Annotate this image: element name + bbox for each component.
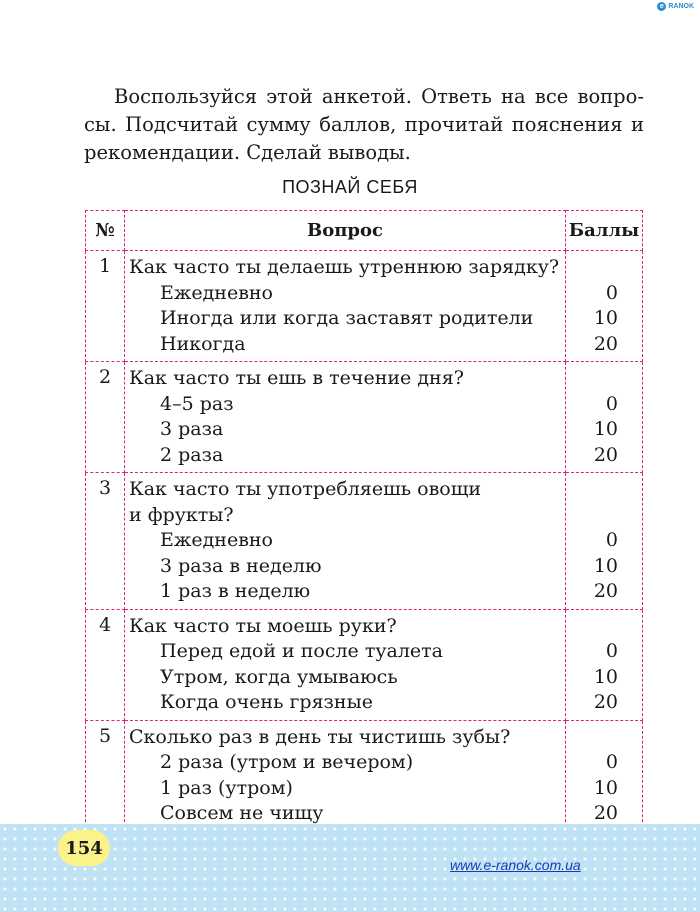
answer-option: 2 раза: [160, 443, 224, 466]
answer-points: 0: [605, 392, 618, 415]
question-row: [86, 609, 643, 720]
intro-text: Воспользуйся этой анкетой. Ответь на все вопро- сы. Подсчитай сумму баллов, прочитай пояснения и рекомендации. Сделай выводы.: [84, 85, 644, 164]
publisher-logo: [657, 2, 694, 11]
answer-option: Когда очень грязные: [160, 691, 373, 713]
question-cell: [125, 609, 566, 720]
answer-points: 20: [593, 332, 618, 355]
points-spacer: [570, 725, 618, 751]
answer-option: 4–5 раз: [160, 392, 234, 415]
table-title: ПОЗНАЙ СЕБЯ: [282, 177, 418, 197]
answer-option: Ежедневно: [160, 281, 273, 304]
logo-e-icon: e: [657, 2, 666, 11]
answer-option: 1 раз (утром): [160, 776, 293, 799]
answer-option: Иногда или когда заставят родители: [160, 307, 534, 329]
answer-option: Никогда: [160, 332, 246, 355]
logo-text: RANOK: [668, 3, 694, 10]
question-text: и фрукты?: [129, 503, 234, 526]
points-cell: [566, 609, 643, 720]
question-cell: [125, 251, 566, 362]
question-text: Как часто ты делаешь утреннюю зарядку?: [129, 256, 560, 278]
answer-option: Перед едой и после туалета: [160, 640, 444, 662]
table-header-row: [86, 211, 643, 251]
question-number: 3: [86, 473, 125, 610]
points-cell: [566, 362, 643, 473]
answer-points: 10: [593, 776, 618, 799]
answer-option: Утром, когда умываюсь: [160, 665, 398, 688]
question-text: Как часто ты употребляешь овощи: [129, 478, 482, 500]
answer-points: 10: [593, 418, 618, 440]
question-text: Как часто ты ешь в течение дня?: [129, 367, 464, 389]
question-row: [86, 362, 643, 473]
website-link[interactable]: www.e-ranok.com.ua: [450, 857, 581, 873]
header-number: №: [86, 211, 125, 251]
answer-option: Совсем не чищу: [160, 802, 324, 824]
answer-points: 10: [593, 307, 618, 329]
points-spacer: [570, 503, 618, 529]
question-number: 2: [86, 362, 125, 473]
answer-points: 20: [593, 802, 618, 824]
question-cell: [125, 473, 566, 610]
answer-points: 20: [593, 443, 618, 466]
intro-paragraph: [84, 83, 644, 167]
points-cell: [566, 720, 643, 831]
answer-points: 0: [605, 281, 618, 304]
page-number: 154: [58, 830, 110, 866]
question-text: Сколько раз в день ты чистишь зубы?: [129, 725, 511, 748]
header-points: Баллы: [566, 211, 643, 251]
points-spacer: [570, 477, 618, 503]
answer-points: 10: [593, 665, 618, 688]
question-number: 4: [86, 609, 125, 720]
answer-points: 0: [605, 529, 618, 551]
question-number: 1: [86, 251, 125, 362]
question-number: 5: [86, 720, 125, 831]
question-cell: [125, 362, 566, 473]
answer-option: 2 раза (утром и вечером): [160, 751, 414, 773]
points-spacer: [570, 366, 618, 392]
answer-option: Ежедневно: [160, 529, 273, 551]
points-spacer: [570, 614, 618, 640]
header-question: Вопрос: [125, 211, 566, 251]
points-cell: [566, 473, 643, 610]
question-text: Как часто ты моешь руки?: [129, 614, 397, 637]
question-row: [86, 473, 643, 610]
points-cell: [566, 251, 643, 362]
answer-option: 3 раза: [160, 418, 224, 440]
question-cell: [125, 720, 566, 831]
answer-points: 0: [605, 751, 618, 773]
answer-option: 3 раза в неделю: [160, 554, 322, 577]
question-row: [86, 720, 643, 831]
answer-points: 0: [605, 640, 618, 662]
question-row: [86, 251, 643, 362]
answer-option: 1 раз в неделю: [160, 580, 311, 602]
answer-points: 20: [593, 691, 618, 713]
points-spacer: [570, 255, 618, 281]
survey-table: [85, 210, 643, 832]
answer-points: 10: [593, 554, 618, 577]
answer-points: 20: [593, 580, 618, 602]
